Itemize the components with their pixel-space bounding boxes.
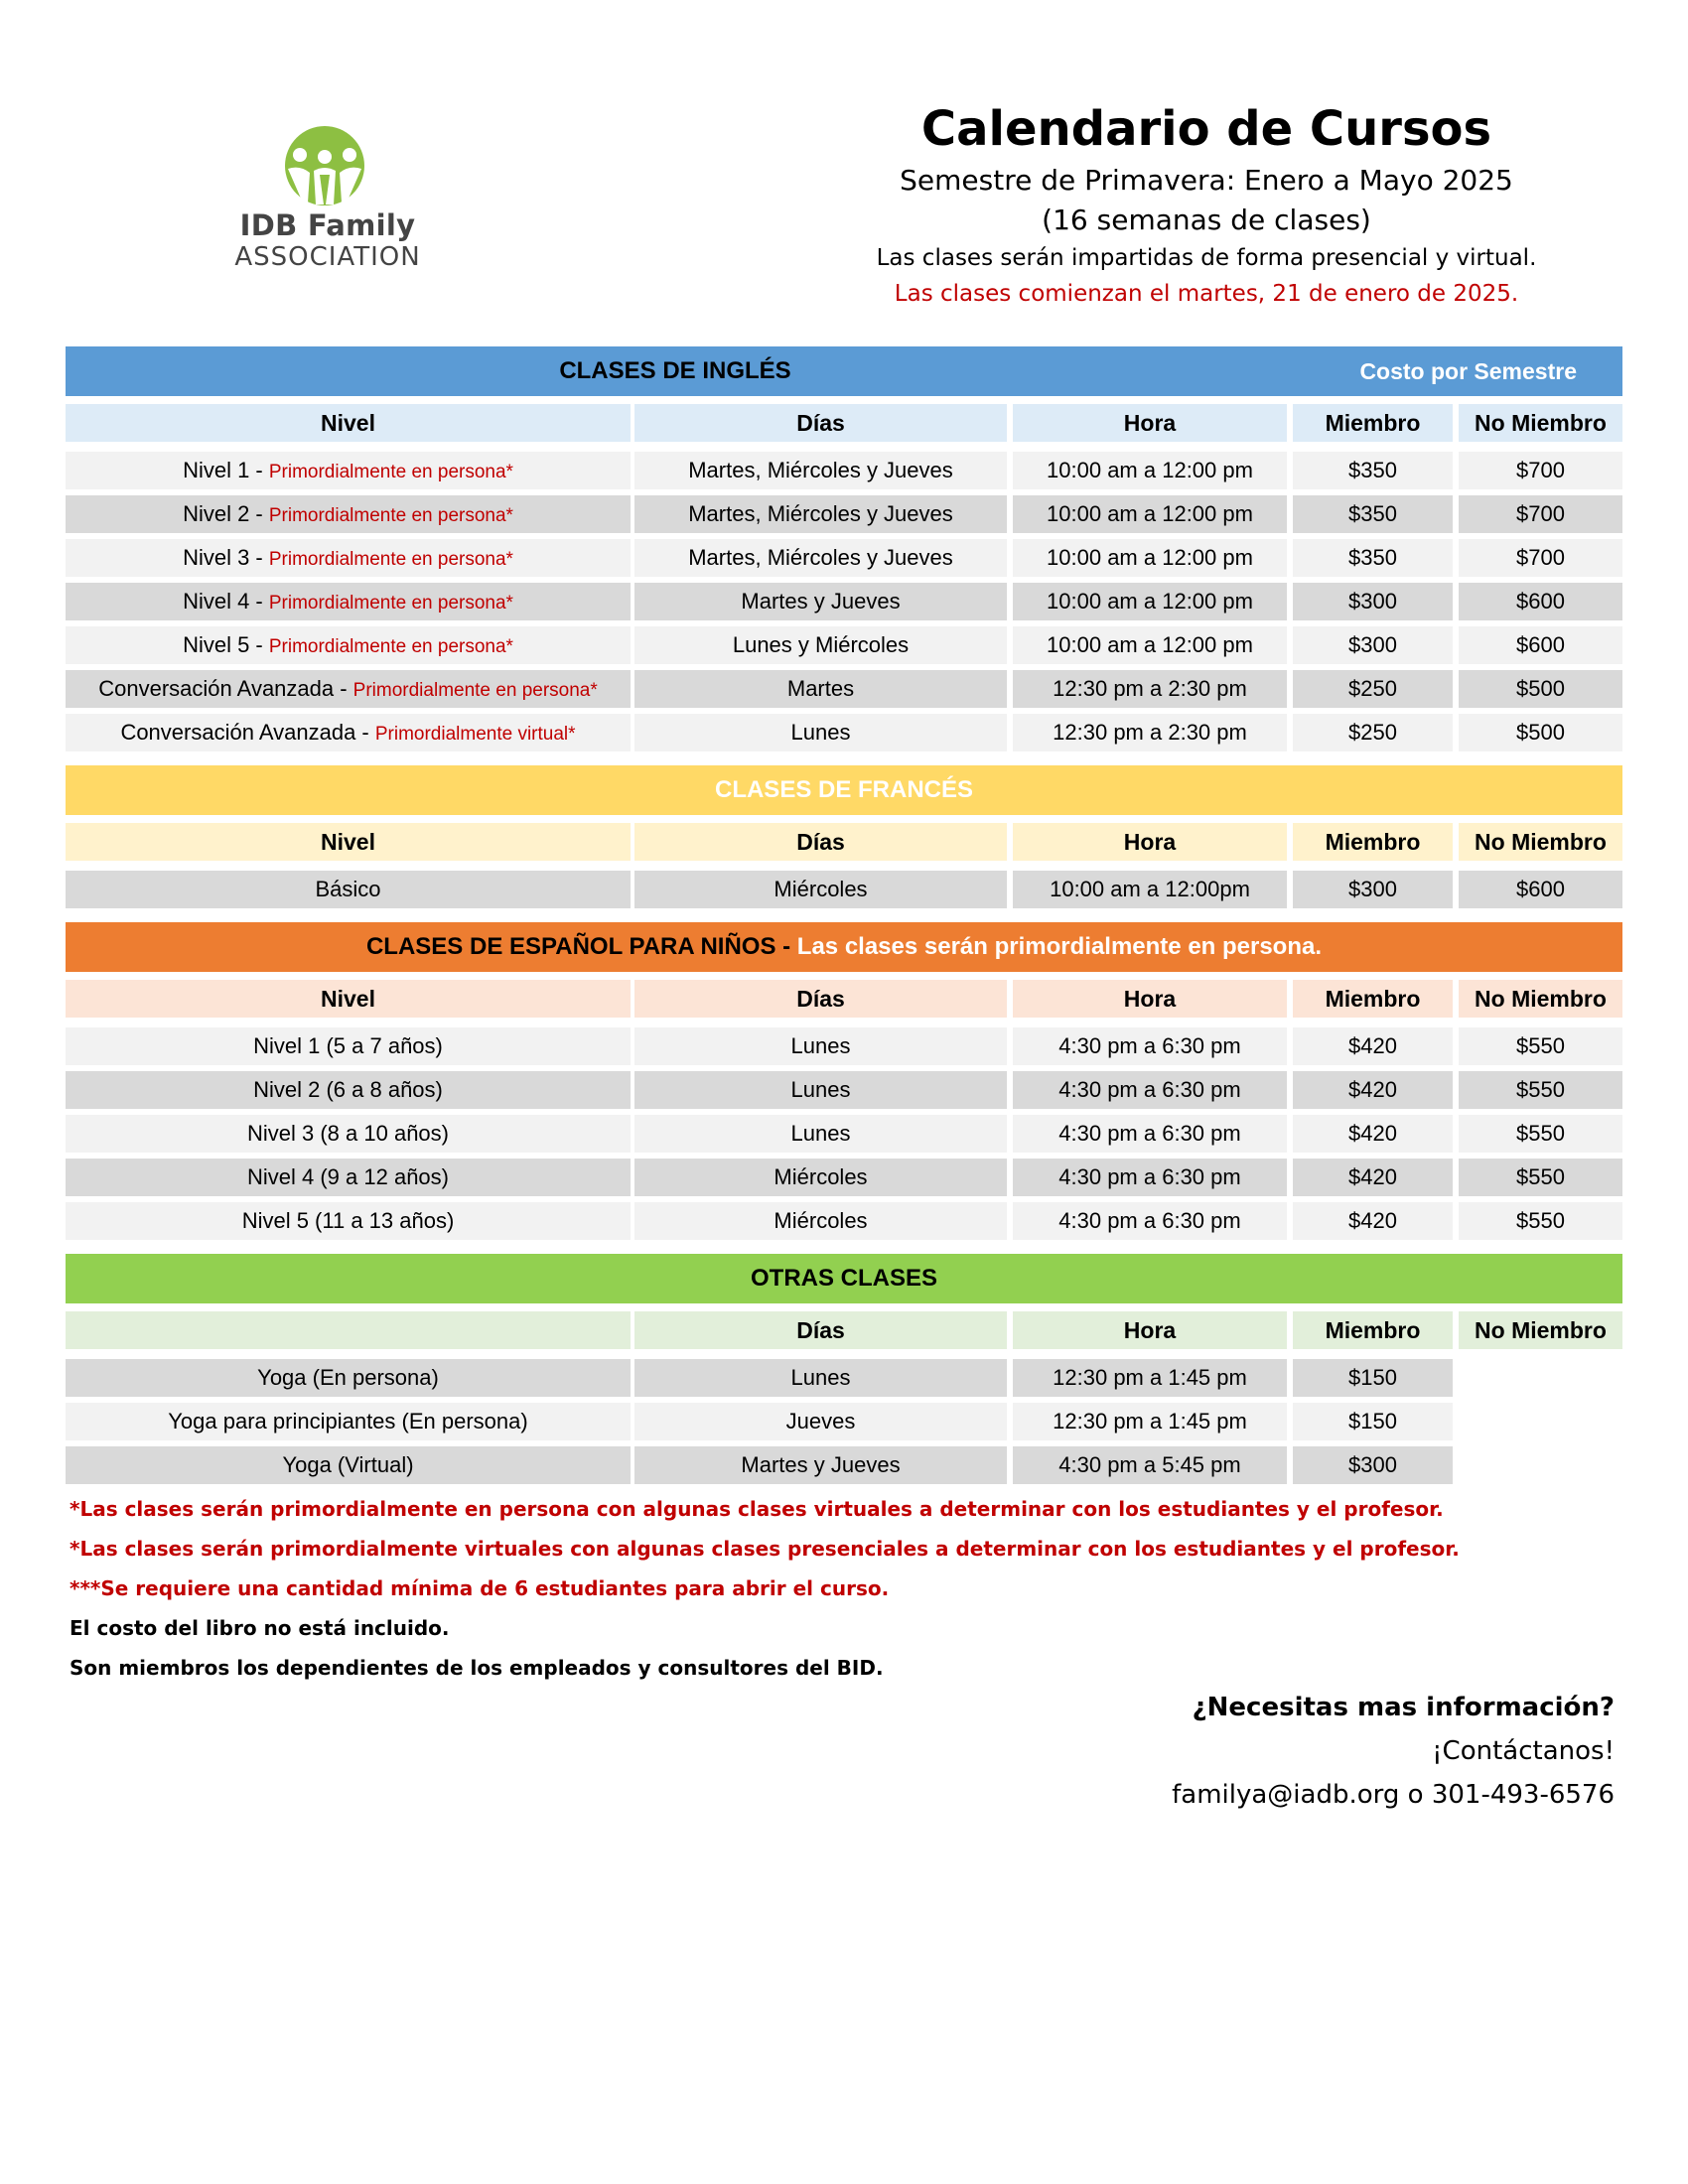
cell-miembro-text: $420 (1348, 1033, 1397, 1058)
cell-nivel-text: Nivel 3 - (183, 545, 269, 570)
cell-nivel (66, 583, 631, 620)
cell-miembro-text: $300 (1348, 589, 1397, 614)
header-miembro: Miembro (1293, 980, 1453, 1018)
cell-hora (1013, 583, 1287, 620)
cell-nivel (66, 871, 631, 908)
table-row (66, 1359, 1622, 1397)
cell-nivel (66, 1359, 631, 1397)
cell-nivel (66, 1071, 631, 1109)
cell-hora-text: 4:30 pm a 6:30 pm (1058, 1077, 1241, 1102)
delivery-mode-note: Primordialmente en persona* (268, 636, 513, 657)
english-section-banner (66, 346, 1622, 396)
cell-miembro (1293, 626, 1453, 664)
cell-no-miembro (1459, 583, 1622, 620)
cell-miembro (1293, 1446, 1453, 1484)
cell-dias-text: Miércoles (774, 877, 868, 901)
header-hora: Hora (1013, 823, 1287, 861)
table-row (66, 495, 1622, 533)
header-dias: Días (634, 1311, 1007, 1349)
cell-nivel (66, 670, 631, 708)
table-row (66, 1115, 1622, 1153)
cell-dias-text: Martes, Miércoles y Jueves (688, 458, 953, 482)
header-hora: Hora (1013, 404, 1287, 442)
cell-miembro-text: $350 (1348, 458, 1397, 482)
cell-dias (634, 1202, 1007, 1240)
cell-dias-text: Martes y Jueves (741, 1452, 901, 1477)
french-section-banner (66, 765, 1622, 815)
table-row (66, 714, 1622, 751)
contact-question: ¿Necesitas mas información? (1192, 1693, 1615, 1722)
cell-hora (1013, 539, 1287, 577)
cell-miembro (1293, 670, 1453, 708)
cell-miembro-text: $300 (1348, 1452, 1397, 1477)
cell-hora (1013, 495, 1287, 533)
cell-hora-text: 4:30 pm a 6:30 pm (1058, 1164, 1241, 1189)
other-section-banner (66, 1254, 1622, 1303)
header-nivel: Nivel (66, 404, 631, 442)
cell-dias (634, 583, 1007, 620)
table-row (66, 1159, 1622, 1196)
family-people-logo-icon (284, 125, 365, 206)
cell-miembro (1293, 1202, 1453, 1240)
cell-dias (634, 1359, 1007, 1397)
table-row (66, 1446, 1622, 1484)
semester-subtitle: Semestre de Primavera: Enero a Mayo 2025 (900, 164, 1513, 197)
header-blank (66, 1311, 631, 1349)
cell-hora (1013, 1115, 1287, 1153)
cell-dias (634, 626, 1007, 664)
cell-nivel-text: Yoga para principiantes (En persona) (168, 1409, 528, 1433)
footnote-membership: Son miembros los dependientes de los empleados y consultores del BID. (70, 1656, 884, 1680)
english-classes-table (66, 346, 1622, 751)
cell-no-miembro-text: $550 (1516, 1077, 1565, 1102)
cell-hora (1013, 626, 1287, 664)
header-miembro: Miembro (1293, 823, 1453, 861)
cell-miembro-text: $150 (1348, 1365, 1397, 1390)
cell-hora-text: 12:30 pm a 2:30 pm (1053, 676, 1247, 701)
delivery-note: Las clases serán impartidas de forma presencial y virtual. (876, 245, 1537, 271)
english-section-title: CLASES DE INGLÉS (559, 357, 791, 384)
cell-nivel (66, 714, 631, 751)
cell-hora-text: 10:00 am a 12:00pm (1050, 877, 1250, 901)
header-no-miembro: No Miembro (1459, 404, 1622, 442)
table-header (66, 980, 1622, 1018)
spanish-kids-classes-table (66, 922, 1622, 1240)
cell-miembro (1293, 1359, 1453, 1397)
table-row (66, 583, 1622, 620)
cell-hora-text: 4:30 pm a 5:45 pm (1058, 1452, 1241, 1477)
cell-no-miembro-text: $600 (1516, 589, 1565, 614)
cell-no-miembro (1459, 539, 1622, 577)
cell-dias-text: Lunes (790, 1121, 851, 1146)
cell-miembro (1293, 1027, 1453, 1065)
cell-miembro-text: $420 (1348, 1121, 1397, 1146)
cell-nivel-text: Nivel 5 (11 a 13 años) (241, 1208, 455, 1233)
cell-hora-text: 4:30 pm a 6:30 pm (1058, 1121, 1241, 1146)
cell-nivel-text: Nivel 4 - (183, 589, 269, 614)
logo-name: IDB Family (239, 208, 416, 242)
cell-nivel-text: Nivel 1 (5 a 7 años) (253, 1033, 443, 1058)
cell-miembro (1293, 1115, 1453, 1153)
cell-nivel-text: Nivel 2 (6 a 8 años) (253, 1077, 443, 1102)
cell-hora-text: 10:00 am a 12:00 pm (1047, 632, 1253, 657)
cell-miembro-text: $250 (1348, 720, 1397, 745)
cell-no-miembro (1459, 1071, 1622, 1109)
cell-no-miembro-text: $700 (1516, 501, 1565, 526)
cell-nivel-text: Nivel 4 (9 a 12 años) (247, 1164, 449, 1189)
cell-nivel-text: Nivel 3 (8 a 10 años) (247, 1121, 449, 1146)
header-nivel: Nivel (66, 823, 631, 861)
cell-dias-text: Martes, Miércoles y Jueves (688, 545, 953, 570)
cell-miembro-text: $250 (1348, 676, 1397, 701)
footnote-in-person: *Las clases serán primordialmente en persona con algunas clases virtuales a determinar con los estudiantes y el profesor. (70, 1497, 1444, 1521)
cell-nivel-text: Nivel 5 - (183, 632, 269, 657)
cell-dias (634, 1159, 1007, 1196)
cell-dias (634, 1071, 1007, 1109)
header-hora: Hora (1013, 1311, 1287, 1349)
cell-miembro (1293, 1071, 1453, 1109)
cell-nivel (66, 539, 631, 577)
cell-hora (1013, 871, 1287, 908)
table-row (66, 539, 1622, 577)
cell-nivel-text: Yoga (Virtual) (282, 1452, 414, 1477)
start-date-note: Las clases comienzan el martes, 21 de enero de 2025. (894, 281, 1519, 307)
cell-no-miembro (1459, 1027, 1622, 1065)
cell-dias (634, 871, 1007, 908)
header-no-miembro: No Miembro (1459, 1311, 1622, 1349)
cell-nivel (66, 1159, 631, 1196)
cell-hora (1013, 1202, 1287, 1240)
cost-per-semester-label: Costo por Semestre (1359, 358, 1577, 384)
table-row (66, 452, 1622, 489)
cell-dias-text: Martes (786, 676, 855, 701)
header-hora: Hora (1013, 980, 1287, 1018)
cell-dias (634, 1446, 1007, 1484)
cell-no-miembro-text: $700 (1516, 458, 1565, 482)
cell-miembro-text: $150 (1348, 1409, 1397, 1433)
table-header (66, 823, 1622, 861)
cell-no-miembro (1459, 871, 1622, 908)
cell-miembro-text: $300 (1348, 877, 1397, 901)
cell-hora (1013, 1159, 1287, 1196)
cell-nivel (66, 1403, 631, 1440)
cell-nivel-text: Conversación Avanzada - (120, 720, 375, 745)
cell-miembro (1293, 539, 1453, 577)
cell-hora (1013, 714, 1287, 751)
delivery-mode-note: Primordialmente en persona* (268, 462, 513, 482)
cell-miembro (1293, 714, 1453, 751)
cell-hora-text: 4:30 pm a 6:30 pm (1058, 1208, 1241, 1233)
cell-dias (634, 539, 1007, 577)
header-dias: Días (634, 980, 1007, 1018)
cell-miembro (1293, 1159, 1453, 1196)
cell-nivel-text: Conversación Avanzada - (98, 676, 353, 701)
header (660, 97, 1688, 312)
cell-nivel (66, 1027, 631, 1065)
cell-dias (634, 1027, 1007, 1065)
cell-hora-text: 12:30 pm a 1:45 pm (1053, 1409, 1247, 1433)
spanish-kids-section-banner (66, 922, 1622, 972)
cell-hora (1013, 1071, 1287, 1109)
cell-no-miembro (1459, 1202, 1622, 1240)
cell-dias-text: Jueves (785, 1409, 856, 1433)
cell-dias-text: Lunes (790, 1033, 851, 1058)
cell-nivel (66, 495, 631, 533)
cell-no-miembro-text: $550 (1516, 1033, 1565, 1058)
cell-dias-text: Lunes (790, 1077, 851, 1102)
cell-nivel-text: Básico (315, 877, 381, 901)
cell-dias (634, 495, 1007, 533)
cell-no-miembro (1459, 452, 1622, 489)
spanish-kids-section-title: CLASES DE ESPAÑOL PARA NIÑOS - (365, 933, 797, 960)
cell-hora (1013, 1027, 1287, 1065)
cell-hora-text: 10:00 am a 12:00 pm (1047, 501, 1253, 526)
cell-no-miembro-text: $500 (1516, 720, 1565, 745)
cell-dias-text: Lunes y Miércoles (732, 632, 910, 657)
footnote-virtual: *Las clases serán primordialmente virtuales con algunas clases presenciales a determinar con los estudiantes y el profesor. (70, 1537, 1460, 1561)
cell-dias (634, 452, 1007, 489)
cell-hora-text: 10:00 am a 12:00 pm (1047, 589, 1253, 614)
cell-hora-text: 10:00 am a 12:00 pm (1047, 545, 1253, 570)
table-header (66, 1311, 1622, 1349)
page-title: Calendario de Cursos (920, 101, 1492, 157)
spanish-kids-section-note: Las clases serán primordialmente en persona. (796, 933, 1323, 960)
cell-no-miembro-text: $700 (1516, 545, 1565, 570)
delivery-mode-note: Primordialmente en persona* (268, 505, 513, 526)
header-no-miembro: No Miembro (1459, 980, 1622, 1018)
cell-no-miembro-text: $600 (1516, 877, 1565, 901)
table-header (66, 404, 1622, 442)
cell-miembro-text: $420 (1348, 1208, 1397, 1233)
cell-nivel (66, 1446, 631, 1484)
delivery-mode-note: Primordialmente en persona* (268, 549, 513, 570)
footnote-minimum-students: ***Se requiere una cantidad mínima de 6 estudiantes para abrir el curso. (70, 1576, 890, 1600)
cell-hora-text: 12:30 pm a 2:30 pm (1053, 720, 1247, 745)
cell-dias-text: Miércoles (774, 1208, 868, 1233)
header-dias: Días (634, 823, 1007, 861)
delivery-mode-note: Primordialmente virtual* (374, 724, 576, 745)
cell-dias-text: Miércoles (774, 1164, 868, 1189)
footnotes (70, 1493, 1559, 1692)
other-classes-table (66, 1254, 1622, 1484)
table-row (66, 1403, 1622, 1440)
cell-dias (634, 1403, 1007, 1440)
cell-no-miembro-text: $500 (1516, 676, 1565, 701)
weeks-subtitle: (16 semanas de clases) (1042, 204, 1371, 236)
header-no-miembro: No Miembro (1459, 823, 1622, 861)
cell-hora (1013, 670, 1287, 708)
cell-hora (1013, 452, 1287, 489)
table-row (66, 670, 1622, 708)
cell-miembro-text: $350 (1348, 545, 1397, 570)
cell-miembro-text: $300 (1348, 632, 1397, 657)
cell-nivel (66, 626, 631, 664)
cell-no-miembro (1459, 626, 1622, 664)
cell-no-miembro (1459, 1115, 1622, 1153)
cell-dias-text: Lunes (790, 720, 851, 745)
cell-hora-text: 4:30 pm a 6:30 pm (1058, 1033, 1241, 1058)
cell-miembro-text: $350 (1348, 501, 1397, 526)
cell-nivel (66, 1202, 631, 1240)
cell-dias (634, 1115, 1007, 1153)
table-row (66, 1202, 1622, 1240)
other-section-title: OTRAS CLASES (750, 1265, 937, 1292)
table-row (66, 1071, 1622, 1109)
french-classes-table (66, 765, 1622, 908)
cell-miembro (1293, 452, 1453, 489)
cell-hora (1013, 1359, 1287, 1397)
delivery-mode-note: Primordialmente en persona* (268, 593, 513, 614)
cell-no-miembro (1459, 714, 1622, 751)
cell-no-miembro (1459, 495, 1622, 533)
cell-miembro-text: $420 (1348, 1164, 1397, 1189)
cell-miembro (1293, 583, 1453, 620)
cell-nivel-text: Nivel 2 - (183, 501, 269, 526)
cell-hora (1013, 1403, 1287, 1440)
cell-no-miembro-text: $600 (1516, 632, 1565, 657)
cell-nivel-text: Nivel 1 - (183, 458, 269, 482)
cell-hora-text: 12:30 pm a 1:45 pm (1053, 1365, 1247, 1390)
cell-hora (1013, 1446, 1287, 1484)
contact-info[interactable]: familya@iadb.org o 301-493-6576 (1172, 1780, 1615, 1810)
contact-cta: ¡Contáctanos! (1432, 1736, 1615, 1766)
cell-miembro-text: $420 (1348, 1077, 1397, 1102)
table-row (66, 871, 1622, 908)
cell-no-miembro (1459, 670, 1622, 708)
cell-no-miembro-text: $550 (1516, 1208, 1565, 1233)
header-nivel: Nivel (66, 980, 631, 1018)
cell-nivel (66, 452, 631, 489)
cell-no-miembro (1459, 1159, 1622, 1196)
cell-nivel (66, 1115, 631, 1153)
french-section-title: CLASES DE FRANCÉS (714, 776, 974, 803)
cell-hora-text: 10:00 am a 12:00 pm (1047, 458, 1253, 482)
cell-miembro (1293, 871, 1453, 908)
header-miembro: Miembro (1293, 1311, 1453, 1349)
cell-miembro (1293, 495, 1453, 533)
table-row (66, 626, 1622, 664)
header-dias: Días (634, 404, 1007, 442)
cell-nivel-text: Yoga (En persona) (257, 1365, 439, 1390)
cell-dias-text: Martes y Jueves (741, 589, 901, 614)
logo (213, 125, 442, 274)
contact-block (1172, 1686, 1615, 1817)
cell-dias (634, 670, 1007, 708)
cell-dias-text: Lunes (790, 1365, 851, 1390)
cell-miembro (1293, 1403, 1453, 1440)
footnote-book-cost: El costo del libro no está incluido. (70, 1616, 450, 1640)
logo-subname: ASSOCIATION (234, 242, 421, 272)
cell-no-miembro-text: $550 (1516, 1164, 1565, 1189)
delivery-mode-note: Primordialmente en persona* (352, 680, 598, 701)
table-row (66, 1027, 1622, 1065)
cell-no-miembro-text: $550 (1516, 1121, 1565, 1146)
cell-dias (634, 714, 1007, 751)
header-miembro: Miembro (1293, 404, 1453, 442)
cell-dias-text: Martes, Miércoles y Jueves (688, 501, 953, 526)
